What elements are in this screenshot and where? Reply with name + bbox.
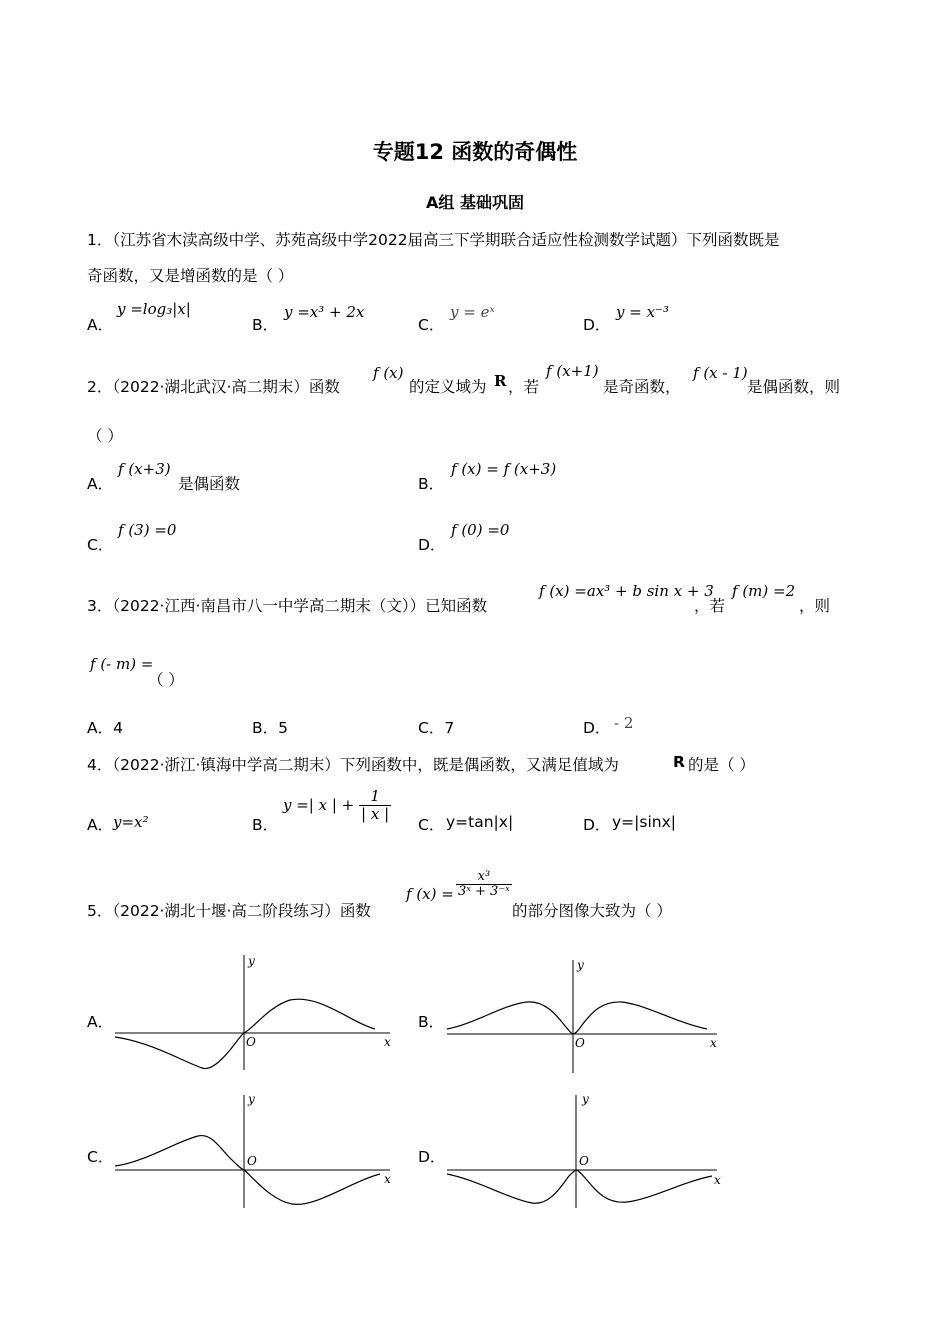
q1-stem-line1: 1．（江苏省木渎高级中学、苏苑高级中学2022届高三下学期联合适应性检测数学试题）下列函数既是 — [87, 231, 780, 249]
x-label: x — [710, 1036, 717, 1050]
q2-option-b-expr: f (x) = f (x+3) — [451, 460, 557, 478]
q2-option-c-expr: f (3) =0 — [118, 521, 177, 539]
q4-option-b-label: B． — [252, 816, 279, 834]
q3-text1: ，若 — [694, 597, 726, 615]
q5-fraction — [456, 870, 512, 900]
q5-graph-c — [110, 1090, 400, 1215]
q5-graph-d — [442, 1090, 732, 1215]
curve — [447, 1170, 712, 1203]
q2-text2: ，若 — [508, 378, 540, 396]
q2-paren: （ ） — [87, 427, 123, 445]
q5-fraction-body — [456, 870, 512, 900]
origin-label: O — [246, 1035, 256, 1049]
q2-option-a-expr: f (x+3) — [118, 460, 171, 478]
q3-option-d: - 2 — [614, 714, 634, 732]
q3-num: 3．（2022·江西·南昌市八一中学高二期末（文））已知函数 — [87, 597, 488, 615]
q2-option-c-label: C． — [87, 536, 114, 554]
q3-option-b: B．5 — [252, 719, 288, 737]
q3-text2: ，则 — [799, 597, 831, 615]
q2-option-d-expr: f (0) =0 — [451, 521, 510, 539]
q3-line2-expr: f (- m) = — [90, 655, 154, 673]
q2-option-a-text: 是偶函数 — [178, 475, 241, 493]
q5-graph-a — [110, 950, 400, 1075]
q3-option-d-label: D． — [583, 719, 611, 737]
q2-fx: f (x) — [373, 364, 404, 382]
q5-text1: 的部分图像大致为（ ） — [512, 902, 672, 920]
q5-graph-b-label: B． — [418, 1013, 445, 1031]
q2-R: R — [494, 372, 507, 390]
q2-option-a-label: A． — [87, 475, 114, 493]
x-label: x — [384, 1172, 391, 1186]
q4-option-c-label: C． — [418, 816, 445, 834]
q4-option-a: y=x² — [113, 813, 149, 831]
q5-fx: f (x) = — [406, 885, 454, 903]
q3-cond: f (m) =2 — [732, 582, 796, 600]
curve — [115, 999, 375, 1068]
q4-option-c: y=tan|x| — [446, 813, 514, 831]
q1-option-a-label: A． — [87, 316, 114, 334]
q5-graph-b — [442, 955, 732, 1075]
q2-text3: 是奇函数， — [603, 378, 681, 396]
origin-label: O — [247, 1154, 257, 1168]
q2-option-b-label: B． — [418, 475, 445, 493]
q4-option-b — [283, 788, 391, 822]
y-label: y — [248, 1092, 255, 1106]
x-label: x — [384, 1035, 391, 1049]
q3-option-a: A．4 — [87, 719, 123, 737]
q3-option-c: C．7 — [418, 719, 455, 737]
section-title: A组 基础巩固 — [426, 193, 524, 212]
q1-option-d-label: D． — [583, 316, 611, 334]
q4-option-b-fraction — [359, 788, 391, 822]
q4-option-d-label: D． — [583, 816, 611, 834]
q4-R: R — [673, 753, 685, 771]
q2-text4: 是偶函数，则 — [747, 378, 841, 396]
q1-stem-line2: 奇函数，又是增函数的是（ ） — [87, 267, 294, 285]
q5-denominator: 3ˣ + 3⁻ˣ — [458, 884, 510, 900]
q4-stem-pre: 4．（2022·浙江·镇海中学高二期末）下列函数中，既是偶函数，又满足值域为 — [87, 756, 619, 774]
q2-text1: 的定义域为 — [409, 378, 487, 396]
curve — [447, 1002, 707, 1034]
q2-option-d-label: D． — [418, 536, 446, 554]
q5-num: 5．（2022·湖北十堰·高二阶段练习）函数 — [87, 902, 371, 920]
q1-option-c: y = eˣ — [450, 303, 495, 321]
origin-label: O — [575, 1036, 585, 1050]
q1-option-b-label: B． — [252, 316, 279, 334]
q2-num: 2．（2022·湖北武汉·高二期末）函数 — [87, 378, 340, 396]
q3-paren: （ ） — [148, 671, 184, 689]
y-label: y — [582, 1092, 589, 1106]
q2-fx1: f (x+1) — [546, 362, 599, 380]
y-label: y — [577, 958, 584, 972]
q1-option-c-label: C． — [418, 316, 445, 334]
q3-expr: f (x) =ax³ + b sin x + 3 — [539, 582, 714, 600]
q1-option-a: y =log₃|x| — [117, 300, 191, 318]
q4-option-a-label: A． — [87, 816, 114, 834]
origin-label: O — [579, 1154, 589, 1168]
q5-graph-a-label: A． — [87, 1013, 114, 1031]
x-label: x — [714, 1173, 721, 1187]
q4-option-b-num: 1 — [359, 788, 391, 806]
q4-option-b-den: | x | — [361, 804, 390, 823]
q5-numerator: x³ — [456, 870, 512, 885]
page-title: 专题12 函数的奇偶性 — [372, 140, 578, 164]
q5-graph-d-label: D． — [418, 1148, 446, 1166]
q2-fxm1: f (x - 1) — [693, 364, 748, 382]
y-label: y — [248, 954, 255, 968]
q1-option-b: y =x³ + 2x — [284, 303, 365, 321]
q5-graph-c-label: C． — [87, 1148, 114, 1166]
q4-option-b-left: y =| x | + — [283, 796, 355, 814]
q4-option-d: y=|sinx| — [612, 813, 676, 831]
q4-stem-post: 的是（ ） — [688, 756, 755, 774]
q1-option-d: y = x⁻³ — [616, 303, 669, 321]
